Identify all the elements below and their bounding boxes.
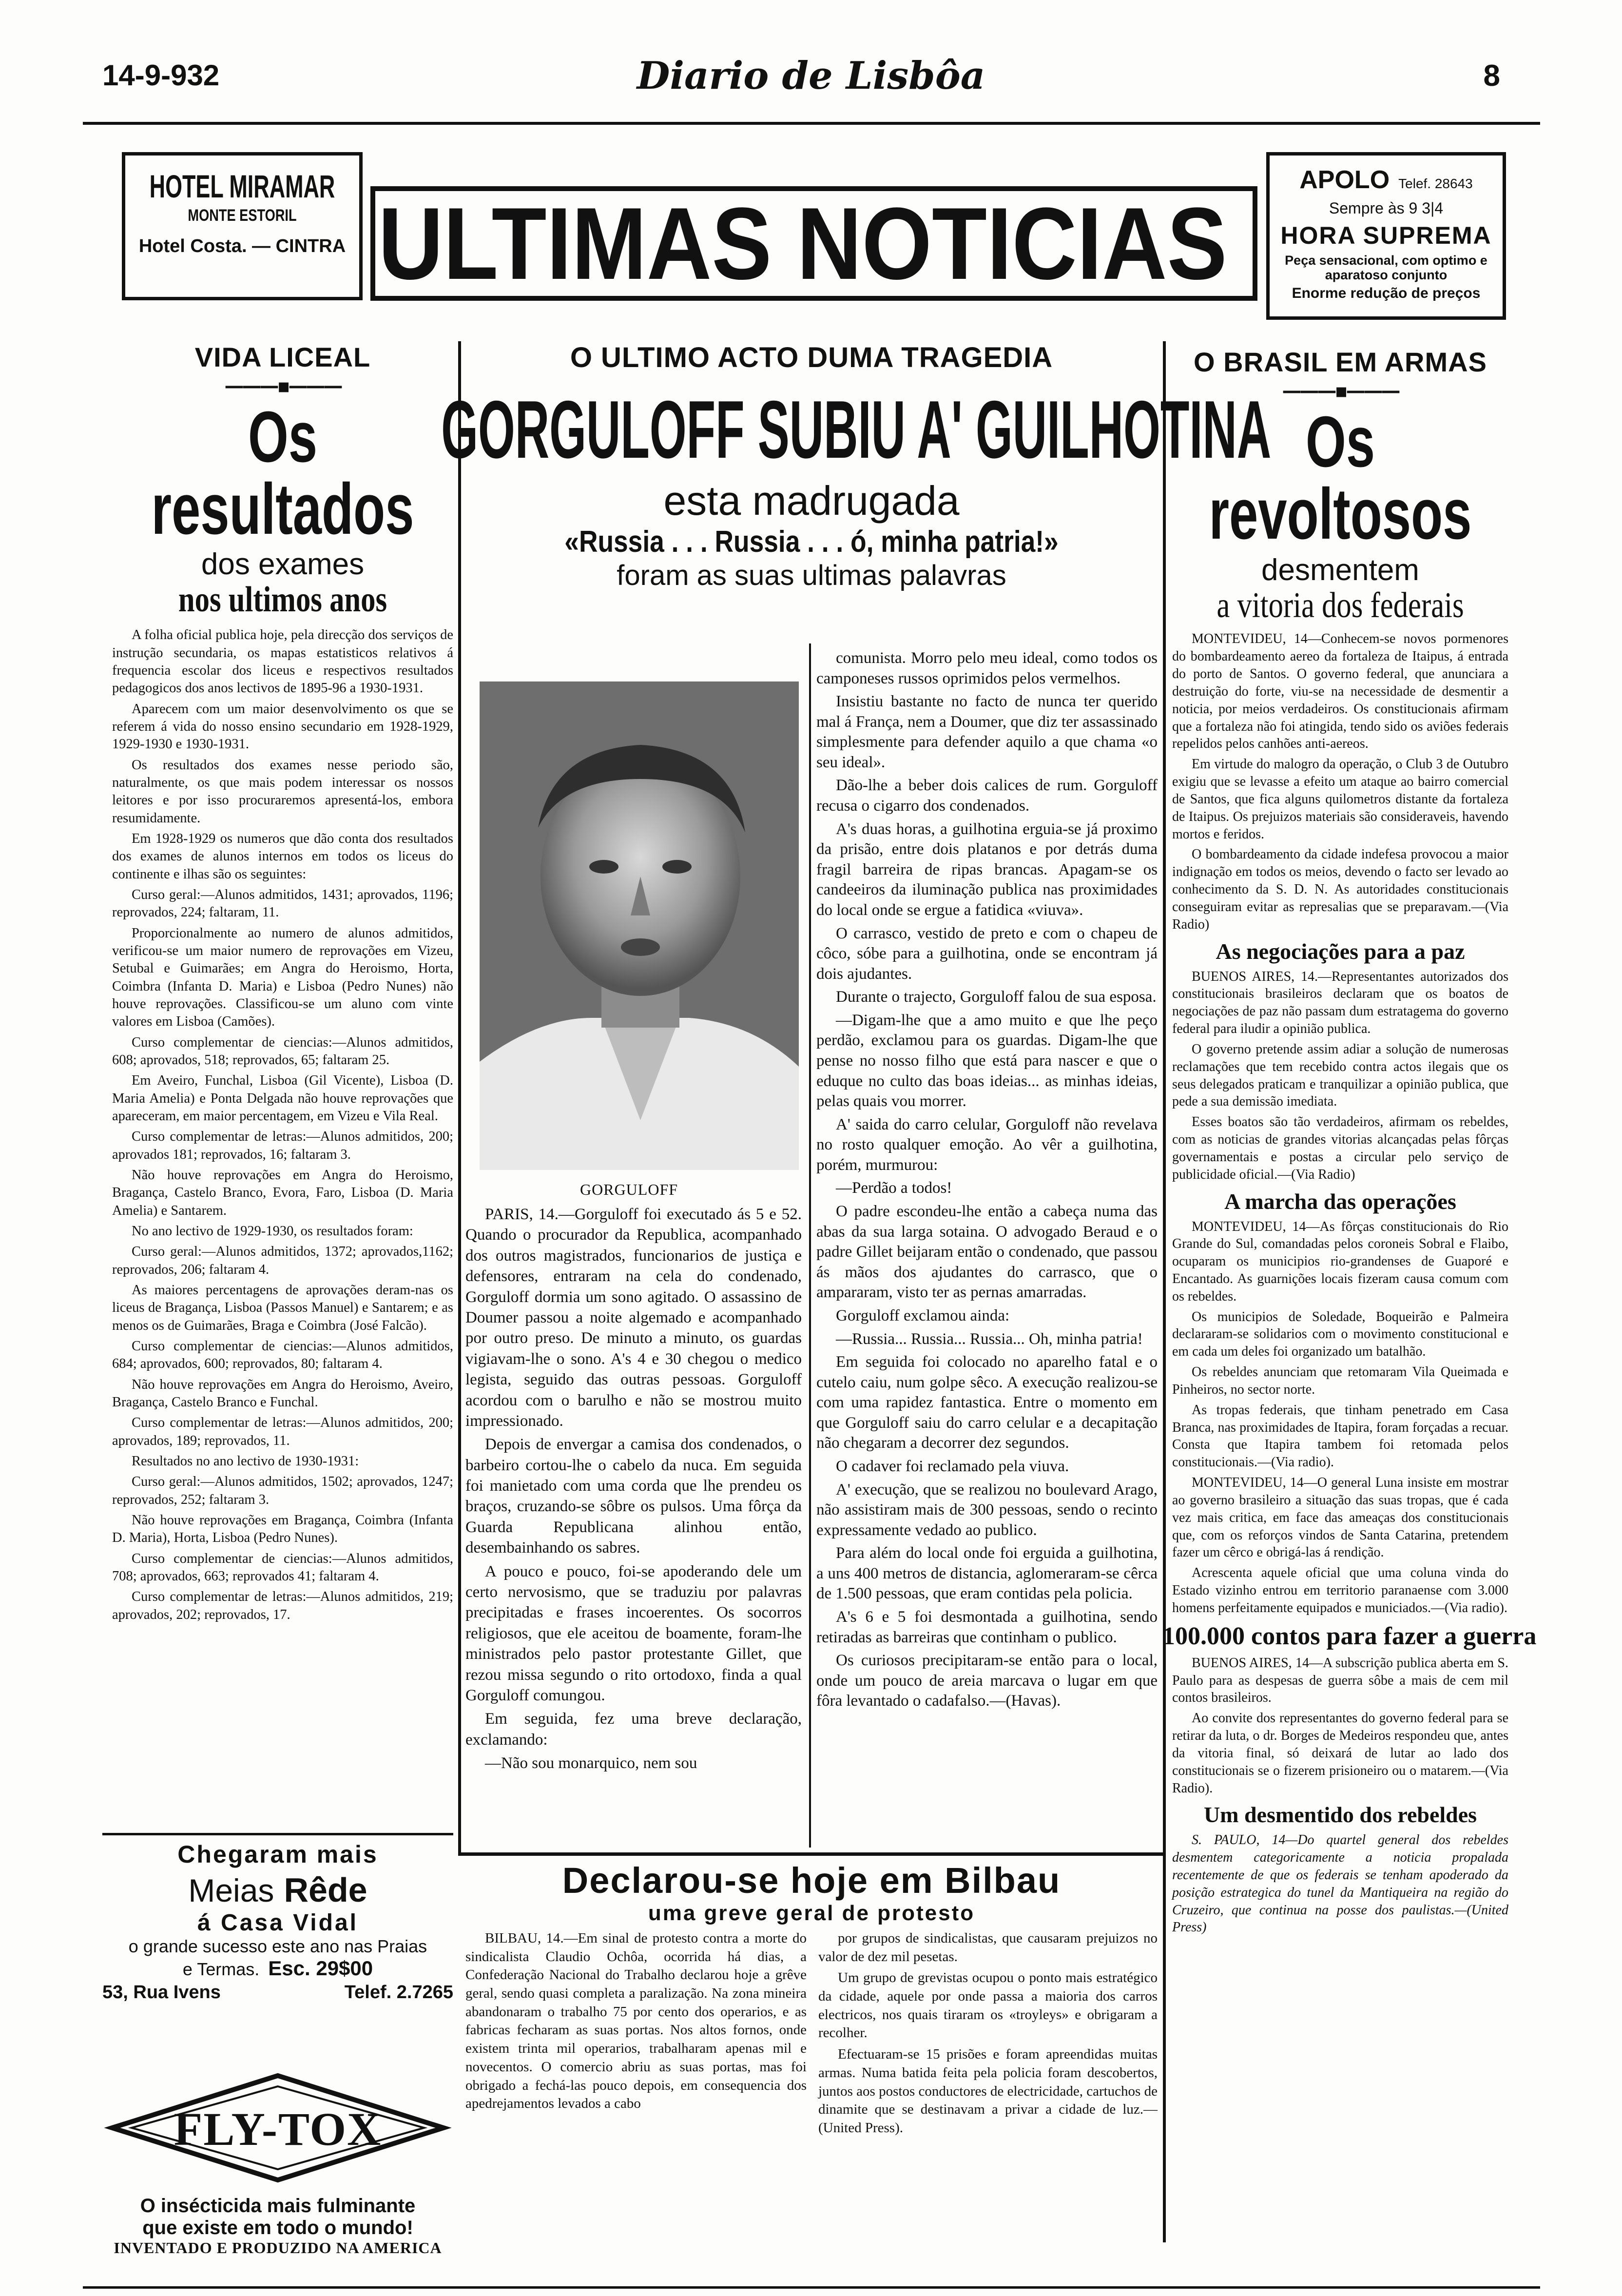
apolo-phone: Telef. 28643 [1398,176,1473,191]
newspaper-name: Diario de Lisbôa [637,54,985,98]
bilbau-headline: Declarou-se hoje em Bilbau [562,1860,1061,1901]
left-article-body [112,626,453,1623]
paragraph: Esses boatos são tão verdadeiros, afirmam os rebeldes, com as noticias de grandes vitorias alcançadas pelas fôrças governamentais e postas a circular pelo serviço de publicidade oficial.—(Via Radio) [1172,1114,1508,1182]
paragraph: Um grupo de grevistas ocupou o ponto mais estratégico da cidade, aquele por onde passa a maioria dos carros electricos, nos quais tiraram os «troyleys» e obrigaram a recolher. [818,1970,1158,2041]
banner-title: ULTIMAS NOTICIAS [378,186,1227,301]
center-divider [809,643,811,1848]
paragraph: Ao convite dos representantes do governo federal para se retirar da luta, o dr. Borges de Medeiros respondeu que, antes da vitoria final, só deixará de lutar ao lado dos constitucionais se o fizerem prisioneiro ou o matarem.—(Via Radio). [1172,1711,1508,1796]
paragraph: Proporcionalmente ao numero de alunos admitidos, verificou-se um maior numero de reprovações em Vizeu, Setubal e Guimarães; em Angra do Heroismo, Horta, Coimbra (Infanta D. Maria) e Lisboa (Pedro Nunes) não houve reprovações. Classificou-se um aluno com vinte valores em Lisboa (Camões). [112,925,453,1030]
bilbau-subhead: uma greve geral de protesto [648,1901,975,1925]
paragraph: Os rebeldes anunciam que retomaram Vila Queimada e Pinheiros, no sector norte. [1172,1364,1508,1397]
right-headline: Os revoltosos [1209,402,1472,554]
paragraph: —Digam-lhe que a amo muito e que lhe peço perdão, exclamou para os guardas. Digam-lhe que pense no nosso filho que está para nascer e que o eduque no culto das boas ideias... as minhas ideias, pelas quais vou morrer. [816,1011,1158,1110]
ad-store: á Casa Vidal [197,1910,358,1936]
paragraph: O carrasco, vestido de preto e com o chapeu de côco, sóbe para a guilhotina, onde se encontram já dois ajudantes. [816,924,1158,983]
paragraph: Não houve reprovações em Angra do Heroismo, Aveiro, Bragança, Castelo Branco e Funchal. [112,1377,453,1410]
paragraph: Curso geral:—Alunos admitidos, 1372; aprovados,1162; reprovados, 206; faltaram 4. [112,1244,453,1277]
center-body-left [465,1204,802,1777]
portrait-image [480,681,799,1170]
paragraph: Insistiu bastante no facto de nunca ter querido mal á França, nem a Doumer, que diz ter assassinado simplesmente para defender aquilo a que chama «o seu ideal». [816,693,1158,771]
flytox-line3: INVENTADO E PRODUZIDO NA AMERICA [114,2239,442,2257]
paragraph: MONTEVIDEU, 14—O general Luna insiste em mostrar ao governo brasileiro a situação das suas tropas, que é cada vez mais critica, em face das ameaças dos constitucionais que, com os reforços vindos de Santa Catarina, pretendem fazer um cêrco e obrigá-las á rendição. [1172,1475,1508,1560]
paragraph: MONTEVIDEU, 14—As fôrças constitucionais do Rio Grande do Sul, comandadas pelos coroneis Sobral e Flaibo, ocuparam os municipios rio-grandenses de Guaporé e Encantado. As guarnições locais fizeram causa comum com os rebeldes. [1172,1219,1508,1304]
paragraph: Curso complementar de ciencias:—Alunos admitidos, 708; aprovados, 663; reprovados 41; faltaram 4. [112,1551,453,1584]
ad-line3: e Termas. [182,1959,260,1979]
paragraph: Os resultados dos exames nesse periodo são, naturalmente, os que mais podem interessar os nossos leitores e por isso procuraremos apresentá-los, embora resumidamente. [112,757,453,826]
subhead-negociacoes: As negociações para a paz [1216,938,1465,964]
casa-vidal-ad [102,1840,453,2064]
photo-caption: GORGULOFF [580,1181,678,1198]
paragraph: BUENOS AIRES, 14.—Representantes autorizados dos constitucionais brasileiros declaram que os boatos de negociações de paz não passam dum estratagema do governo federal para iludir a opinião publica. [1172,969,1508,1037]
right-section-label: O BRASIL EM ARMAS [1194,347,1487,377]
paragraph: comunista. Morro pelo meu ideal, como todos os camponeses russos oprimidos pelos vermelhos. [816,649,1158,687]
apolo-title: HORA SUPREMA [1280,222,1492,249]
paragraph: O governo pretende assim adiar a solução de numerosas reclamações que tem recebido contra actos ilegais que os seus delegados praticam e tranquilizar a opinião publica, que pede a sua demissão imediata. [1172,1041,1508,1109]
paragraph: A pouco e pouco, foi-se apoderando dele um certo nervosismo, que se traduziu por palavras precipitadas e frases incoerentes. Os socorros religiosos, que ele aceitou de boamente, foram-lhe ministrados pelo pastor protestante Gillet, que rezou missa segundo o rito ortodoxo, finda a qual Gorguloff comungou. [465,1562,802,1704]
paragraph: PARIS, 14.—Gorguloff foi executado ás 5 e 52. Quando o procurador da Republica, acompanhado dos outros magistrados, funcionarios de justiça e defensores, entraram na cela do condenado, Gorguloff dormia um sono agitado. O assassino de Doumer passou a noite algemado e acompanhado por outro preso. De minuto a minuto, os guardas vigiavam-lhe o sono. A's 4 e 30 chegou o medico legista, seguido das outras pessoas. Gorguloff acordou com o barulho e não se mostrou muito impressionado. [465,1206,802,1430]
column-rule-1 [458,341,461,1852]
paragraph: Para além do local onde foi erguida a guilhotina, a uns 400 metros de distancia, aglomeraram-se cêrca de 1.500 pessoas, que eram contidas pela policia. [816,1544,1158,1603]
paragraph: Curso complementar de letras:—Alunos admitidos, 219; aprovados, 202; reprovados, 17. [112,1589,453,1622]
apolo-desc: Peça sensacional, com optimo e aparatoso conjunto [1285,253,1487,282]
flytox-brand: FLY-TOX [174,2103,382,2155]
column-rule-2 [1163,341,1166,2242]
paragraph: Depois de envergar a camisa dos condenados, o barbeiro cortou-lhe o cabelo da nuca. Em seguida foi manietado com uma corda que lhe prendeu os braços, cruzando-se sôbre os pulsos. Uma fôrça da Guarda Republicana alinhou então, desembainhando os sabres. [465,1436,802,1557]
paragraph: Curso geral:—Alunos admitidos, 1502; aprovados, 1247; reprovados, 252; faltaram 3. [112,1474,453,1507]
page-number: 8 [1483,59,1500,93]
paragraph: As maiores percentagens de aprovações deram-nas os liceus de Bragança, Lisboa (Passos Manuel) e Santarem; e as menos os de Guimarães, Braga e Coimbra (José Falcão). [112,1282,453,1333]
subhead-marcha: A marcha das operações [1224,1188,1456,1214]
bilbau-body-right [818,1929,1158,2140]
paragraph: —Russia... Russia... Russia... Oh, minha patria! [836,1330,1143,1348]
left-column [112,341,453,1627]
paragraph: Dão-lhe a beber dois calices de rum. Gorguloff recusa o cigarro dos condenados. [816,777,1158,815]
center-subhead-3: foram as suas ultimas palavras [617,560,1006,591]
paragraph: S. PAULO, 14—Do quartel general dos rebeldes desmentem categoricamente a noticia propalada recentemente de que os federais se tenham apoderado da posição estrategica do tunel da Mantiqueira na região do Cruzeiro, que continua na posse dos paulistas.—(United Press) [1172,1832,1508,1935]
center-section-label: O ULTIMO ACTO DUMA TRAGEDIA [570,342,1053,373]
paragraph: —Perdão a todos! [836,1179,952,1197]
left-subhead-2: nos ultimos anos [178,580,387,620]
apolo-note: Enorme redução de preços [1292,285,1481,302]
footer-rule [83,2286,1540,2289]
left-rule-ads [102,1833,453,1835]
bilbau-article [465,1860,1158,2140]
paragraph: O bombardeamento da cidade indefesa provocou a maior indignação em todos os meios, devendo o facto ser levado ao conhecimento da S. D. N. As autoridades constitucionais conseguiram evitar as represalias que se preparavam.—(Via Radio) [1172,847,1508,932]
paragraph: —Não sou monarquico, nem sou [485,1754,697,1772]
paragraph: Em seguida foi colocado no aparelho fatal e o cutelo caiu, num golpe sêco. A execução realizou-se com uma rapidez fantastica. Entre o momento em que Gorguloff saiu do carro celular e a decapitação não chegaram a decorrer dez segundos. [816,1353,1158,1452]
apolo-name: APOLO [1299,166,1390,194]
issue-date: 14-9-932 [102,59,220,92]
banner-box [370,186,1257,301]
ad-line2: o grande sucesso este ano nas Praias [128,1936,427,1956]
paragraph: BUENOS AIRES, 14—A subscrição publica aberta em S. Paulo para as despesas de guerra sôbe a mais de cem mil contos brasileiros. [1172,1655,1508,1706]
paragraph: Acrescenta aquele oficial que uma coluna vinda do Estado vizinho entrou em territorio paranaense com 3.000 homens perfeitamente equipados e municiados.—(Via radio). [1172,1565,1508,1615]
paragraph: Curso geral:—Alunos admitidos, 1431; aprovados, 1196; reprovados, 224; faltaram, 11. [112,887,453,920]
left-headline: Os resultados [151,397,414,549]
paragraph: por grupos de sindicalistas, que causaram prejuizos no valor de dez mil pesetas. [818,1930,1158,1965]
center-headline: GORGULOFF SUBIU A' GUILHOTINA [441,384,1272,475]
paragraph: Curso complementar de letras:—Alunos admitidos, 200; aprovados, 189; reprovados, 11. [112,1415,453,1448]
center-subhead-2: «Russia . . . Russia . . . ó, minha patria!» [564,525,1059,559]
paragraph: A' execução, que se realizou no boulevard Arago, não assistiram mais de 300 pessoas, sendo o recinto expressamente vedado ao publico. [816,1480,1158,1539]
apolo-time: Sempre às 9 3|4 [1329,199,1444,217]
paragraph: Durante o trajecto, Gorguloff falou de sua esposa. [836,988,1157,1006]
section-ornament: ———▪——— [224,375,341,397]
paragraph: A's duas horas, a guilhotina erguia-se já proximo da prisão, entre dois platanos e por detrás duma fragil barreira de ripas brancas. Apagam-se os candeeiros da iluminação publica nas proximidades do local onde se ergue a fatidica «viuva». [816,820,1158,919]
paragraph: O cadaver foi reclamado pela viuva. [836,1457,1069,1475]
gorguloff-photo [480,681,799,1170]
paragraph: Os municipios de Soledade, Boqueirão e Palmeira declararam-se solidarios com o movimento constitucional e em cada um deles foi organizado um batalhão. [1172,1309,1508,1360]
flytox-ad [102,2072,453,2277]
paragraph: Em 1928-1929 os numeros que dão conta dos resultados dos exames de alunos internos em todos os liceus do continente e ilhas são os seguintes: [112,831,453,882]
paragraph: Em virtude do malogro da operação, o Club 3 de Outubro exigiu que se levasse a efeito um ataque ao bairro comercial de Santos, que fica alguns quilometros distante da fortaleza de Itaipus. Os prejuizos materiais são consideraveis, havendo mortos e feridos. [1172,757,1508,842]
right-column [1162,346,1537,1939]
right-subhead-2: a vitoria dos federais [1216,585,1464,626]
bilbau-body-left [465,1929,807,2140]
ad-title: Chegaram mais [177,1841,378,1868]
center-column [441,341,1272,592]
paragraph: BILBAU, 14.—Em sinal de protesto contra a morte do sindicalista Claudio Ochôa, ocorrida há dias, a Confederação Nacional do Trabalho declarou hoje a grêve geral, sendo quasi completa a paralização. Na zona mineira abandonaram o trabalho 75 por cento dos operarios, e as fabricas fecharam as suas portas. Nos altos fornos, onde existem trinta mil operarios, trabalharam apenas mil e novecentos. O comercio abriu as suas portas, mas foi obrigado a fechá-las pouco depois, em consequencia dos apedrejamentos levados a cabo [465,1930,807,2112]
ad-price: Esc. 29$00 [268,1957,373,1980]
ad-address: 53, Rua Ivens [102,1982,221,2003]
subhead-contos: 100.000 contos para fazer a guerra [1162,1622,1537,1650]
paragraph: Curso complementar de ciencias:—Alunos admitidos, 684; aprovados, 600; reprovados, 80; faltaram 4. [112,1338,453,1372]
section-ornament: ———▪——— [1282,380,1399,402]
flytox-line1: O insécticida mais fulminante [140,2195,416,2217]
flytox-line2: que existe em todo o mundo! [142,2217,413,2238]
paragraph: Em Aveiro, Funchal, Lisboa (Gil Vicente), Lisboa (D. Maria Amelia) e Ponta Delgada não houve reprovações que apareceram, em maior percentagem, em Vizeu e Vila Real. [112,1073,453,1124]
center-body-right [816,648,1158,1714]
paragraph: A' saida do carro celular, Gorguloff não revelava no rosto qualquer emoção. Ao vêr a guilhotina, porém, murmurou: [816,1115,1158,1174]
paragraph: Em seguida, fez uma breve declaração, exclamando: [465,1710,802,1749]
paragraph: Efectuaram-se 15 prisões e foram apreendidas muitas armas. Numa batida feita pela policia foram descobertos, juntos aos postos conductores de electricidade, cartuchos de dinamite que se destinavam a privar a cidade de luz.—(United Press). [818,2046,1158,2136]
paragraph: Os curiosos precipitaram-se então para o local, onde um pouco de areia marcava o lugar em que fôra levantado o cadafalso.—(Havas). [816,1652,1158,1710]
hotel-ad [122,152,363,300]
paragraph: Aparecem com um maior desenvolvimento os que se referem á vida do nosso ensino secundario em 1928-1929, 1929-1930 e 1930-1931. [112,701,453,752]
paragraph: Curso complementar de ciencias:—Alunos admitidos, 608; aprovados, 518; reprovados, 65; faltaram 25. [112,1034,453,1068]
paragraph: No ano lectivo de 1929-1930, os resultados foram: [132,1223,413,1239]
ad-product: Meias [188,1872,274,1908]
subhead-desmentido: Um desmentido dos rebeldes [1203,1802,1477,1828]
paragraph: MONTEVIDEU, 14—Conhecem-se novos pormenores do bombardeamento aereo da fortaleza de Itaipus, á entrada do porto de Santos. O governo federal, que anunciara a destruição do forte, viu-se na necessidade de desmentir a noticia, por meios verdadeiros. Os constitucionais afirmam que a fortaleza não foi atingida, tendo sido os aviões federais repelidos pelos canhões anti-aereos. [1172,631,1508,752]
header-rule [83,122,1540,125]
apolo-ad [1266,152,1506,320]
paragraph: Curso complementar de letras:—Alunos admitidos, 200; aprovados 181; reprovados, 16; faltaram 3. [112,1129,453,1162]
paragraph: O padre escondeu-lhe então a cabeça numa das abas da sua larga sotaina. O advogado Beraud e o padre Gillet beijaram então o condenado, que passou ás mãos dos ajudantes do carrasco, que o ampararam, visto ter as pernas amarradas. [816,1203,1158,1302]
paragraph: Gorguloff exclamou ainda: [836,1306,1010,1324]
paragraph: A folha oficial publica hoje, pela direcção dos serviços de instrução secundaria, os mapas estatisticos relativos á frequencia escolar dos liceus e respectivos resultados pedagogicos dos anos lectivos de 1895-96 a 1930-1931. [112,627,453,696]
left-section-label: VIDA LICEAL [194,342,371,372]
right-subhead-1: desmentem [1261,553,1419,587]
hotel-line: Hotel Costa. — CINTRA [138,236,346,256]
center-subhead-1: esta madrugada [663,478,960,524]
left-subhead-1: dos exames [201,547,365,581]
paragraph: A's 6 e 5 foi desmontada a guilhotina, sendo retiradas as barreiras que continham o publico. [816,1608,1158,1646]
hotel-name: HOTEL MIRAMAR [149,168,335,204]
paragraph: Não houve reprovações em Bragança, Coimbra (Infanta D. Maria), Horta, Lisboa (Pedro Nunes). [112,1512,453,1546]
ad-phone: Telef. 2.7265 [344,1982,453,2003]
paragraph: Não houve reprovações em Angra do Heroismo, Bragança, Castelo Branco, Evora, Faro, Lisboa (D. Maria Amelia) e Santarem. [112,1167,453,1218]
hotel-place: MONTE ESTORIL [188,206,297,225]
right-article-body [1162,630,1537,1936]
paragraph: As tropas federais, que tinham penetrado em Casa Branca, nas proximidades de Itapira, foram forçadas a recuar. Consta que Itapira tambem foi retomada pelos constitucionais.—(Via radio). [1172,1402,1508,1470]
ad-brand: Rêde [284,1871,367,1909]
paragraph: Resultados no ano lectivo de 1930-1931: [132,1453,359,1469]
bilbau-rule-top [458,1852,1166,1856]
